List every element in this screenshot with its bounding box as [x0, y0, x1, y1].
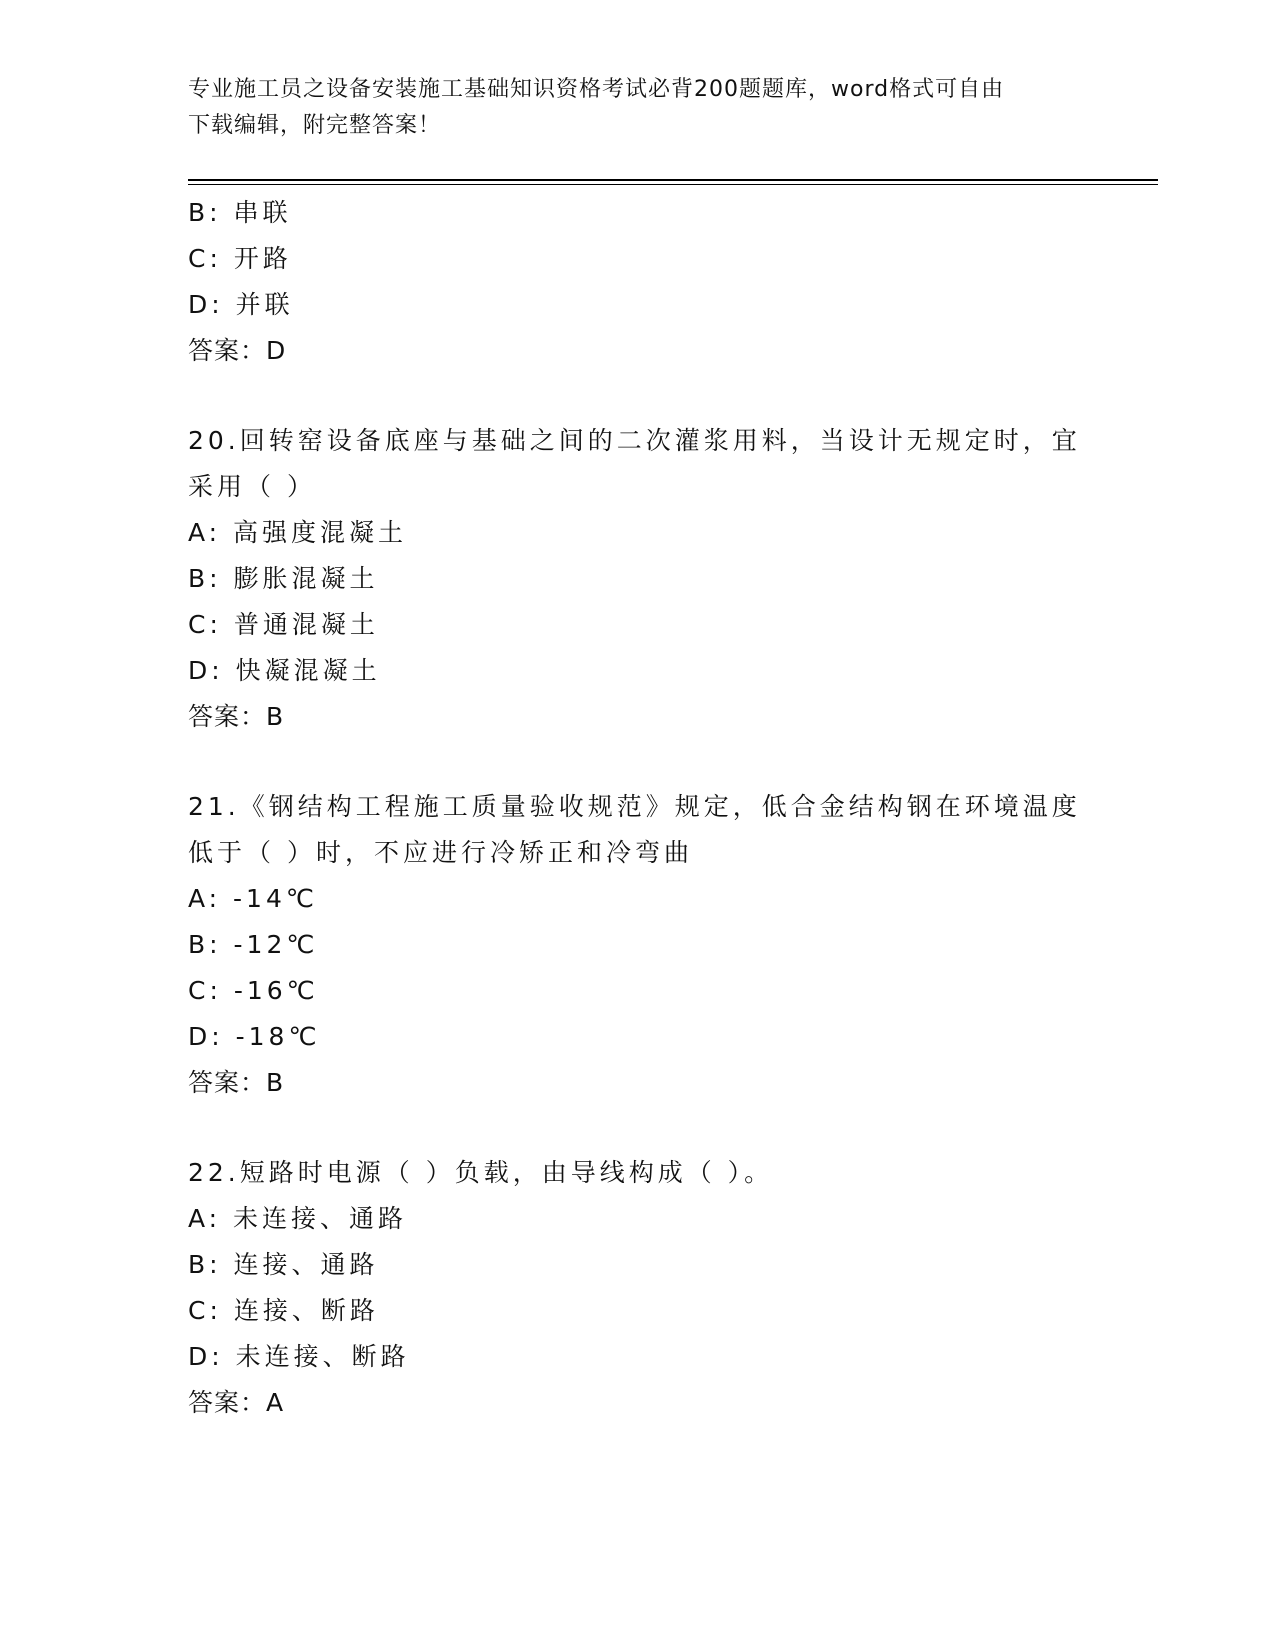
option-b: B: -12℃: [188, 930, 319, 959]
question-20: [188, 418, 1088, 740]
question-list: [188, 190, 1088, 1426]
header-line-2: 下载编辑，附完整答案！: [188, 113, 442, 138]
option-b: B: 膨胀混凝土: [188, 564, 379, 593]
answer-line: 答案：B: [188, 1068, 285, 1097]
option-c: C: 连接、断路: [188, 1296, 379, 1325]
option-b: B: 连接、通路: [188, 1250, 379, 1279]
option-c: C: 开路: [188, 244, 292, 273]
option-d: D: 未连接、断路: [188, 1342, 410, 1371]
header-rule-thin: [188, 184, 1158, 185]
question-stem: 20.回转窑设备底座与基础之间的二次灌浆用料，当设计无规定时，宜: [188, 426, 1081, 455]
header-line-1: 专业施工员之设备安装施工基础知识资格考试必背200题题库，word格式可自由: [188, 77, 1005, 102]
option-d: D: 并联: [188, 290, 294, 319]
question-21: [188, 784, 1088, 1106]
question-stem-continued: 低于（ ）时，不应进行冷矫正和冷弯曲: [188, 838, 693, 867]
answer-line: 答案：A: [188, 1388, 285, 1417]
option-c: C: -16℃: [188, 976, 319, 1005]
question-stem: 22.短路时电源（ ）负载，由导线构成（ ）。: [188, 1158, 774, 1187]
header-rule-thick: [188, 179, 1158, 181]
option-a: A: -14℃: [188, 884, 318, 913]
question-22: [188, 1150, 1088, 1426]
option-d: D: 快凝混凝土: [188, 656, 381, 685]
document-header: [188, 72, 1068, 144]
answer-line: 答案：B: [188, 702, 285, 731]
option-a: A: 未连接、通路: [188, 1204, 408, 1233]
question-stem-continued: 采用（ ）: [188, 472, 316, 501]
question-stem: 21.《钢结构工程施工质量验收规范》规定，低合金结构钢在环境温度: [188, 792, 1081, 821]
option-d: D: -18℃: [188, 1022, 321, 1051]
previous-question-tail: [188, 190, 1088, 374]
option-c: C: 普通混凝土: [188, 610, 379, 639]
option-b: B: 串联: [188, 198, 292, 227]
option-a: A: 高强度混凝土: [188, 518, 408, 547]
answer-line: 答案：D: [188, 336, 287, 365]
